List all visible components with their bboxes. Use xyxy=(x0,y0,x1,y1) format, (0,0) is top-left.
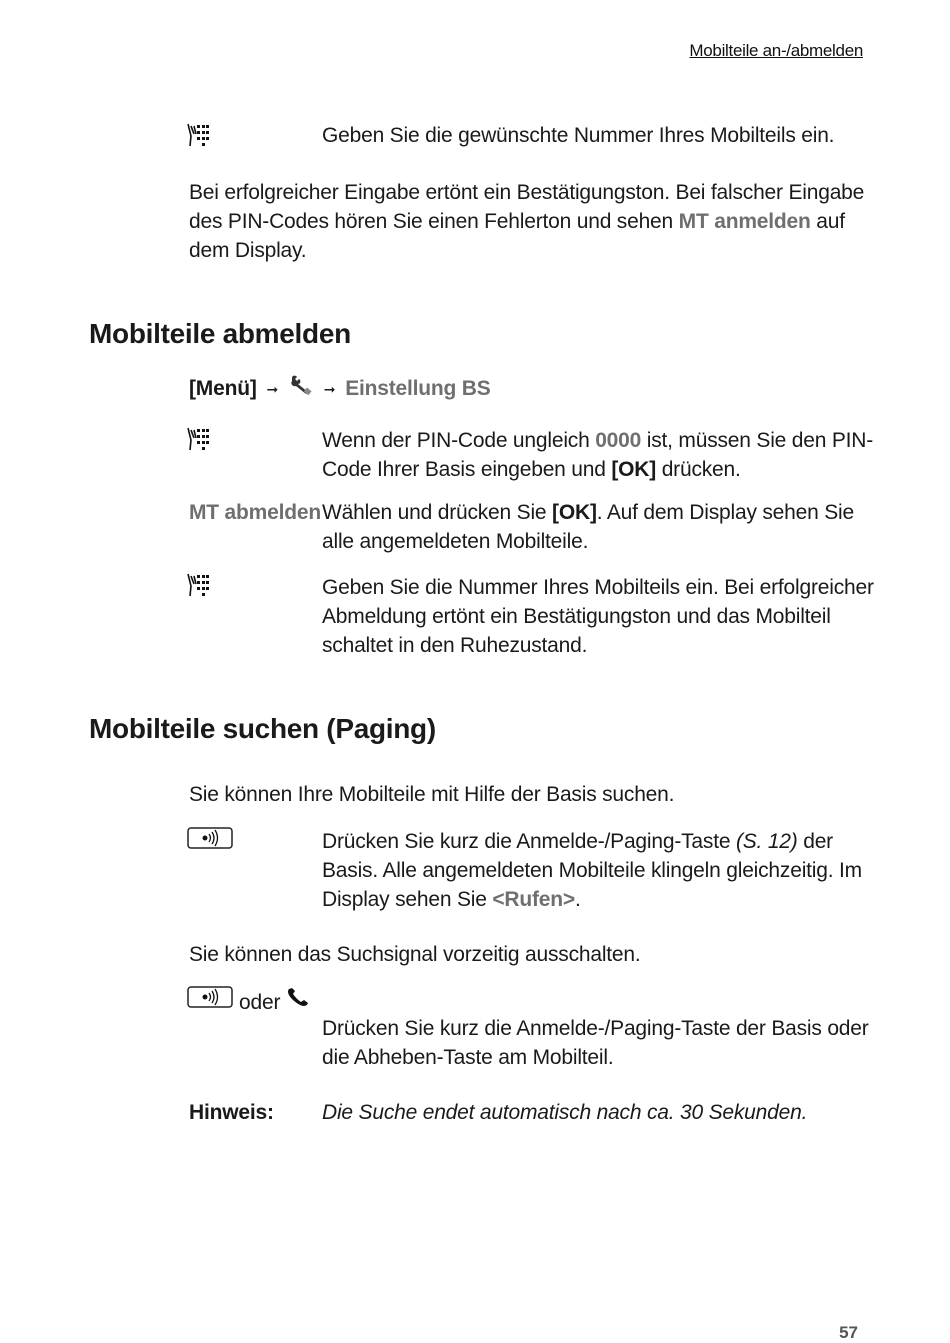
arrow-icon: ➞ xyxy=(266,380,279,397)
note-label: Hinweis: xyxy=(189,1101,274,1124)
abmelden-step2-text xyxy=(322,498,882,556)
menu-path-menu: [Menü] xyxy=(189,377,257,400)
paging-key-icon xyxy=(187,827,233,851)
display-text-mt-anmelden: MT anmelden xyxy=(678,210,811,233)
note-text: Die Suche endet automatisch nach ca. 30 Sekunden. xyxy=(322,1101,808,1124)
ok-key-label: [OK] xyxy=(552,501,597,524)
oder-label: oder xyxy=(239,990,281,1014)
menu-path xyxy=(189,374,491,404)
keypad-icon xyxy=(186,122,210,150)
section-heading-abmelden: Mobilteile abmelden xyxy=(89,318,351,349)
key-alternatives xyxy=(187,986,310,1018)
abmelden-step3-text: Geben Sie die Nummer Ihres Mobilteils ein. Bei erfolgreicher Abmeldung ertönt ein Bestätigungston und das Mobilteil schaltet in den Ruhezustand. xyxy=(322,576,874,657)
display-text-mt-abmelden: MT abmelden xyxy=(189,501,321,524)
keypad-icon xyxy=(186,426,210,454)
page-number: 57 xyxy=(839,1323,858,1342)
abmelden-step2-pre: Wählen und drücken Sie xyxy=(322,501,553,524)
arrow-icon: ➞ xyxy=(323,380,336,397)
wrench-icon xyxy=(288,374,314,404)
abmelden-step1-mid: ist, müssen Sie den PIN-Code Ihrer Basis eingeben und xyxy=(322,429,874,481)
pin-code-value: 0000 xyxy=(595,429,642,452)
abmelden-step1-post: drücken. xyxy=(656,458,741,481)
suchen-step1-post: . xyxy=(574,888,581,911)
display-text-rufen: <Rufen> xyxy=(492,888,575,911)
phone-handset-icon xyxy=(286,987,310,1017)
menu-path-target: Einstellung BS xyxy=(345,377,491,400)
suchen-intro: Sie können Ihre Mobilteile mit Hilfe der Basis suchen. xyxy=(189,783,675,806)
intro-paragraph-pre: Bei erfolgreicher Eingabe ertönt ein Bestätigungston. Bei falscher Eingabe des PIN-Codes hören Sie einen Fehlerton und sehen xyxy=(189,181,865,233)
intro-paragraph-post: auf dem Display. xyxy=(189,210,845,262)
page-reference: (S. 12) xyxy=(735,830,798,853)
ok-key-label: [OK] xyxy=(611,458,657,481)
paging-key-icon xyxy=(187,986,233,1018)
intro-step-text: Geben Sie die gewünschte Nummer Ihres Mobilteils ein. xyxy=(322,124,835,147)
intro-paragraph xyxy=(189,178,879,265)
suchen-step1-mid: der Basis. Alle angemeldeten Mobilteile klingeln gleichzeitig. Im Display sehen Sie xyxy=(322,830,862,911)
suchen-step1-text xyxy=(322,827,882,914)
abmelden-step1-text xyxy=(322,426,882,484)
running-header: Mobilteile an-/abmelden xyxy=(689,41,863,60)
section-heading-suchen: Mobilteile suchen (Paging) xyxy=(89,713,436,744)
keypad-icon xyxy=(186,572,210,600)
abmelden-step2-post: . Auf dem Display sehen Sie alle angemeldeten Mobilteile. xyxy=(322,501,854,553)
abmelden-step1-pre: Wenn der PIN-Code ungleich xyxy=(322,429,596,452)
suchen-step2-text: Drücken Sie kurz die Anmelde-/Paging-Taste der Basis oder die Abheben-Taste am Mobilteil. xyxy=(322,1017,869,1069)
suchen-step1-pre: Drücken Sie kurz die Anmelde-/Paging-Taste xyxy=(322,830,736,853)
stop-intro: Sie können das Suchsignal vorzeitig ausschalten. xyxy=(189,943,641,966)
